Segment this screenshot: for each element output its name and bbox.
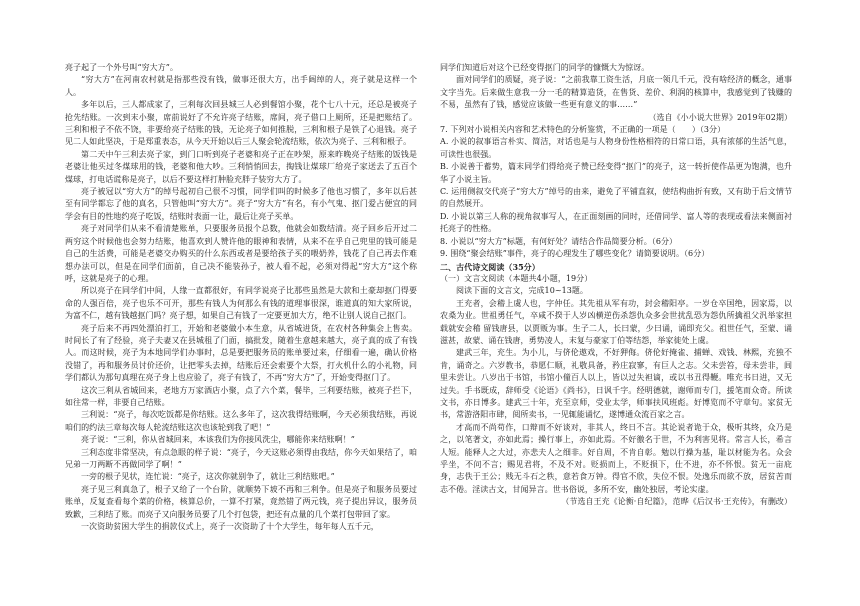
question-9: 9. 围绕“聚会结账”事件，亮子的心理发生了哪些变化？请简要说明。（6分） [440, 249, 710, 259]
story-paragraph: 同学们知道后对这个已经变得抠门的同学的慷慨大为惊讶。 [440, 63, 650, 72]
subsection-heading: （一）文言文阅读（本题共4小题，19分） [440, 273, 593, 283]
instruction-text: 阅读下面的文言文，完成10~13题。 [456, 286, 588, 296]
classical-paragraph: 才高而不尚苟作，口辩而不好谈对，非其人，终日不言。其论说者诡于众，极听其终，众乃是之，以笔著文，亦如此焉；操行事上，亦如此焉。不好徼名于世，不为利害见将。常言人长，希言人短。能释人之大过，亦悲夫人之细非。好自周，不肯自彰。勉以行操为基，耻以材能为名。众会乎坐，不问不言；赐见君将，不及不对。贬损而上，不贬损下，仕不进，亦不怀恨。贫无一亩庇身，志佚于王公；贱无斗石之秩，意若食万钟。得官不欣，失位不恨。处逸乐而欲不放，居贫苦而志不倦。淫读古文，甘闻异言。世书俗说，多所不安，幽处独居，考论实虚。 [440, 422, 792, 494]
story-paragraph: 亮子对同学们从来不看清楚账单，只要服务员报个总数，他就会如数结清。亮子回乡后开过二两穷这个时候他也会努力结账，他喜欢到人赞许他的眼神和表情，从来不在乎自己兜里的钱可能是自己的生活费，可能是老婆交办购买的什么东西或者是要给孩子买的喂奶养，钱花了自己再去作难想办法可以，但是在同学们面前，自己决不能装孙子，被人看不起，必须对得起“穷大方”这个称呼，这就是亮子的心理。 [65, 224, 417, 283]
story-paragraph: 亮子起了一个外号叫“穷大方”。 [65, 63, 178, 72]
source-citation: （节选自王充《论衡·自纪篇》，范晔《后汉书·王充传》，有删改） [561, 497, 792, 507]
story-paragraph: 三利态度非常坚决，有点急眼的样子说：“亮子，今天这账必须得由我结，你今天如果结了，咱兄弟一刀两断不再做同学了啊！” [65, 447, 417, 469]
question-7: 7. 下列对小说相关内容和艺术特色的分析鉴赏，不正确的一项是（ ）（3分） [440, 125, 726, 135]
option-b: B. 小说善于蓄势，篇末同学们得给亮子赞已经变得“抠门”的亮子，这一转折使作品更为饱满，也升华了小说主旨。 [440, 162, 792, 184]
story-paragraph: 这次三利从省城回来，老地方万家酒店小聚，点了六个菜，餐毕，三利要结账，被亮子拦下，如往常一样，非要自己结账。 [65, 385, 417, 407]
story-paragraph: 亮子见三利真急了，根子又给了一个台阶，就顺势下坡不再和三利争。但是亮子和服务员要过账单，反复查看每个菜的价格，核算总价，一算不打紧，竟然错了两元钱，亮子提出异议，服务员致歉，三利结了账。而亮子又向服务员要了几个打包袋，把还有点量的几个菜打包带回了家。 [65, 484, 417, 519]
option-d: D. 小说以第三人称的视角叙事写人，在正面刻画的同时，还借同学、富人等的表现或看法来侧面衬托亮子的性格。 [440, 211, 792, 234]
option-a: A. 小说的叙事语言朴实、简洁，对话也是与人物身份性格相符的日常口语，具有浓郁的生活气息，可读性也很强。 [440, 137, 792, 159]
question-8: 8. 小说以“穷大方”标题，有何好处？请结合作品简要分析。（6分） [440, 236, 678, 246]
story-paragraph: 亮子说：“三利，你从省城回来，本该我们为你接风洗尘，哪能你来结账啊！” [81, 435, 355, 445]
story-paragraph: 一次资助贫困大学生的捐款仪式上，亮子一次资助了十个大学生，每年每人五千元， [81, 522, 379, 532]
source-citation: （选自《小小说大世界》2019年02期） [648, 112, 792, 122]
story-paragraph: 亮子后来不再四处漂泊打工，开始和老婆做小本生意，从省城进货，在农村各种集会上售卖。时间长了有了经验，亮子夫妻又在县城租了门面，搞批发，随着生意越来越大，亮子真的成了有钱人。而这时候，亮子为本地同学们办事时，总是要把服务员的账单要过来，仔细看一遍，确认价格没错了，再和服务员讨价还价，让把零头去掉，结账后还会索要个大祭，打火机什么的小礼物，同学们都认为那句真理在亮子身上也应验了，亮子有钱了，不再“穷大方”了，开始变得抠门了。 [65, 323, 417, 383]
story-paragraph: 面对同学们的质疑，亮子说：“之前我靠工资生活，月底一领几千元，没有啥经济的概念，通事文字当先。后来做生意我一分一毛的精算造货，在售货、差价、利润的核算中，我感觉到了钱赚的不易，虽然有了钱，感觉应该做一些更有意义的事……” [440, 75, 792, 110]
option-c: C. 运用侧叙交代亮子“穷大方”绰号的由来，避免了平铺直叙，使结构曲折有致，又有助于后文情节的自然展开。 [440, 187, 792, 209]
story-paragraph: 所以亮子在同学们中间，人缘一直都很好，有同学说亮子比那些虽然是大款和土豪却抠门得要命的人强百倍，亮子也乐不可开，那些有钱人为何那么有钱的道理事很深，谁道真的知大家所说，为富不仁，越有钱越抠门吗？亮子想，如果自己有钱了一定要更加大方，绝不让别人说自己抠门。 [65, 286, 417, 321]
classical-paragraph: 王充者，会稽上虞人也，字仲任。其先祖从军有功，封会稽阳亭。一岁仓卒国绝，因家焉，以农桑为业。世祖勇任气，卒咸不揆于人岁凶横逆伤杀怨仇众多会世扰乱恐为怨仇所擒祖父汎举家担载就安会稽 留钱唐县，以贾贩为事。生子二人，长曰蒙，少曰诵，诵即充父。祖世任气，至蒙、诵滋甚，故蒙、诵在钱唐，勇势凌人，末复与豪家丁伯等结怨，举家徙处上虞。 [440, 298, 792, 345]
story-paragraph: 亮子被冠以“穷大方”的绰号起初自己很不习惯，同学们叫的时候多了他也习惯了，多年以后甚至有同学都忘了他的真名，只管他叫“穷大方”。亮子“穷大方”有名，有小气鬼、抠门爱占便宜的同学会有目的性地约亮子吃饭，结账时表面一让，最后让亮子买单。 [65, 187, 417, 221]
classical-paragraph: 建武三年，充生。为小儿，与侪伦遨戏，不好狎侮。侪伦好掩雀、捕蝉、戏钱、林熙，充独不肯，诵奇之。六岁教书，恭愿仁顺，礼敬具备，矜庄寂寥，有巨人之志。父未尝笞，母未尝非，闾里未尝让。八岁出于书馆，书馆小僮百人以上，皆以过失袒谪，或以书丑得鞭。唯充书日进，又无过失。手书既成，辞师受《论语》《尚书》，日讽千字。经明德就，谢师而专门，援笔而众奇。所读文书，亦日博多。建武三十年，充至京师，受业太学，师事扶风班彪。好博览而不守章句。家贫无书，常游洛阳市肆，阅所卖书，一见辄能诵忆，遂博通众流百家之言。 [440, 348, 792, 420]
story-paragraph: 三利说：“亮子，每次吃饭都是你结账。这么多年了，这次我得结账啊，今天必须我结账，再说咱们的约法三章每次每人轮流结账这次也该轮到我了吧！” [65, 410, 417, 432]
section-heading: 二、古代诗文阅读（35分） [440, 261, 540, 272]
story-paragraph: 第二天中午三利去亮子家，到门口听到亮子老婆和亮子正在吵架，原来昨晚亮子结账的饭钱是老婆让他买过冬煤球用的钱，老婆和他大吵。三利悄悄回去，掏钱让煤球厂给亮子家送去了五百个煤球，打电话谎称是亮子，以后不要这样打肿脸充胖子装穷大方了。 [65, 149, 417, 184]
story-paragraph: 一旁的根子见状，连忙说：“亮子，这次你就别争了，就让三利结账吧。” [81, 472, 335, 482]
left-column [65, 62, 417, 602]
right-column [440, 62, 792, 602]
story-paragraph: 多年以后，三人都成家了，三利每次回县城三人必到餐馆小聚，花个七八十元，还总是被亮子抢先结账。一次到末小聚，席前说好了不允许亮子结账，席间，亮子借口上厕所，还是把账结了。三利和根子不依不饶，非要给亮子结账的钱，无论亮子如何推脱，三利和根子是铁了心退钱。亮子见二人如此坚决，于是郑重表态，从今天开始以后三人聚会轮流结账，依次为亮子、三利和根子。 [65, 100, 417, 147]
story-paragraph: “穷大方”在河南农村就是指那些没有钱，做事还很大方，出手阔绰的人，亮子就是这样一个人。 [65, 75, 417, 97]
